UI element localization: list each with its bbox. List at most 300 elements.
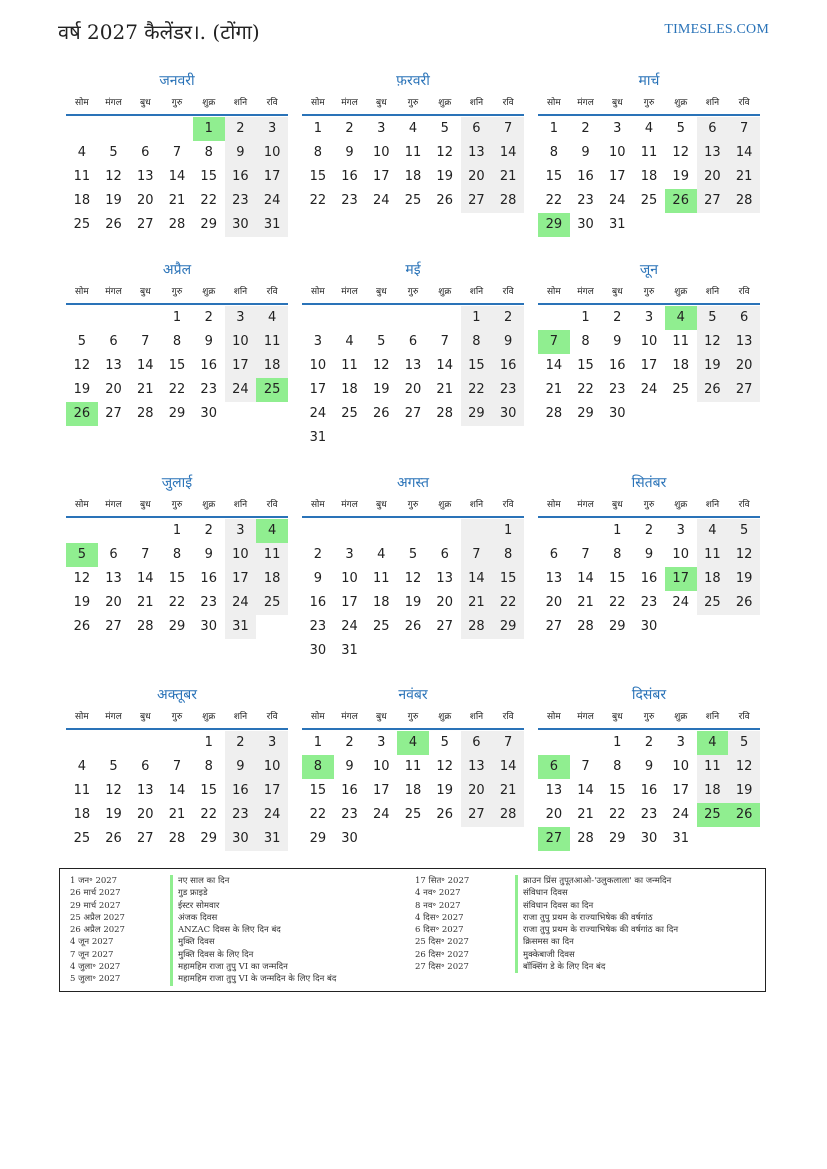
day-cell[interactable]: 5 (77, 334, 86, 349)
day-cell[interactable]: 12 (105, 783, 122, 798)
day-cell[interactable]: 11 (73, 783, 91, 798)
day-cell[interactable]: 2 (225, 117, 257, 141)
day-cell[interactable]: 24 (256, 189, 288, 213)
day-cell[interactable]: 7 (728, 117, 760, 141)
day-cell[interactable]: 2 (492, 306, 524, 330)
site-brand[interactable]: TIMESLES.COM (664, 22, 769, 37)
day-cell[interactable]: 21 (492, 165, 524, 189)
day-cell[interactable]: 28 (168, 217, 186, 232)
day-cell[interactable]: 10 (341, 571, 358, 586)
day-cell[interactable]: 2 (644, 523, 654, 538)
day-cell[interactable]: 9 (644, 759, 654, 774)
day-cell[interactable]: 28 (728, 189, 760, 213)
day-cell[interactable]: 6 (408, 334, 418, 349)
day-cell[interactable]: 9 (313, 571, 322, 586)
day-cell[interactable]: 19 (728, 779, 760, 803)
day-cell[interactable]: 20 (137, 807, 154, 822)
day-cell[interactable]: 19 (373, 382, 390, 397)
day-cell[interactable]: 8 (204, 145, 213, 160)
day-cell[interactable]: 30 (341, 831, 358, 846)
day-cell[interactable]: 2 (225, 731, 257, 755)
day-cell[interactable]: 28 (492, 803, 524, 827)
day-cell[interactable]: 12 (105, 169, 122, 184)
holiday-day-cell[interactable]: 1 (193, 117, 225, 141)
day-cell[interactable]: 23 (200, 382, 217, 397)
day-cell[interactable]: 5 (440, 735, 449, 750)
day-cell[interactable]: 29 (492, 615, 524, 639)
day-cell[interactable]: 23 (640, 807, 658, 822)
day-cell[interactable]: 28 (492, 189, 524, 213)
day-cell[interactable]: 1 (313, 121, 322, 136)
day-cell[interactable]: 11 (73, 169, 91, 184)
day-cell[interactable]: 6 (109, 334, 118, 349)
day-cell[interactable]: 11 (697, 755, 729, 779)
day-cell[interactable]: 2 (581, 121, 590, 136)
day-cell[interactable]: 16 (577, 169, 594, 184)
day-cell[interactable]: 31 (609, 217, 626, 232)
day-cell[interactable]: 19 (73, 382, 91, 397)
day-cell[interactable]: 22 (577, 382, 594, 397)
day-cell[interactable]: 2 (345, 121, 354, 136)
holiday-day-cell[interactable]: 17 (665, 567, 697, 591)
day-cell[interactable]: 4 (256, 306, 288, 330)
day-cell[interactable]: 12 (728, 543, 760, 567)
day-cell[interactable]: 18 (672, 358, 689, 373)
day-cell[interactable]: 6 (440, 547, 449, 562)
day-cell[interactable]: 26 (105, 831, 122, 846)
day-cell[interactable]: 24 (672, 807, 689, 822)
day-cell[interactable]: 1 (313, 735, 322, 750)
day-cell[interactable]: 12 (373, 358, 390, 373)
day-cell[interactable]: 8 (492, 543, 524, 567)
day-cell[interactable]: 2 (613, 310, 622, 325)
day-cell[interactable]: 6 (461, 731, 493, 755)
day-cell[interactable]: 15 (492, 567, 524, 591)
day-cell[interactable]: 11 (697, 543, 729, 567)
day-cell[interactable]: 14 (492, 141, 524, 165)
day-cell[interactable]: 23 (609, 382, 626, 397)
day-cell[interactable]: 5 (728, 731, 760, 755)
day-cell[interactable]: 19 (728, 567, 760, 591)
day-cell[interactable]: 21 (545, 382, 563, 397)
day-cell[interactable]: 24 (309, 406, 327, 421)
day-cell[interactable]: 25 (73, 831, 91, 846)
day-cell[interactable]: 17 (373, 783, 390, 798)
day-cell[interactable]: 26 (373, 406, 390, 421)
day-cell[interactable]: 8 (613, 759, 622, 774)
day-cell[interactable]: 18 (256, 354, 288, 378)
day-cell[interactable]: 27 (728, 378, 760, 402)
day-cell[interactable]: 17 (672, 783, 689, 798)
day-cell[interactable]: 5 (676, 121, 685, 136)
day-cell[interactable]: 19 (672, 169, 689, 184)
day-cell[interactable]: 15 (200, 783, 217, 798)
day-cell[interactable]: 20 (728, 354, 760, 378)
day-cell[interactable]: 12 (672, 145, 689, 160)
day-cell[interactable]: 20 (545, 595, 563, 610)
day-cell[interactable]: 24 (225, 378, 257, 402)
day-cell[interactable]: 29 (200, 831, 217, 846)
day-cell[interactable]: 19 (436, 169, 453, 184)
day-cell[interactable]: 16 (609, 358, 626, 373)
day-cell[interactable]: 16 (640, 571, 658, 586)
day-cell[interactable]: 25 (404, 807, 422, 822)
day-cell[interactable]: 21 (492, 779, 524, 803)
day-cell[interactable]: 22 (200, 193, 217, 208)
day-cell[interactable]: 23 (200, 595, 217, 610)
holiday-day-cell[interactable]: 25 (256, 378, 288, 402)
day-cell[interactable]: 8 (204, 759, 213, 774)
day-cell[interactable]: 6 (697, 117, 729, 141)
day-cell[interactable]: 12 (436, 145, 453, 160)
day-cell[interactable]: 19 (404, 595, 422, 610)
day-cell[interactable]: 29 (609, 831, 626, 846)
day-cell[interactable]: 26 (436, 193, 453, 208)
day-cell[interactable]: 16 (640, 783, 658, 798)
day-cell[interactable]: 11 (404, 145, 422, 160)
day-cell[interactable]: 25 (341, 406, 358, 421)
day-cell[interactable]: 26 (404, 619, 422, 634)
day-cell[interactable]: 17 (609, 169, 626, 184)
day-cell[interactable]: 13 (404, 358, 422, 373)
day-cell[interactable]: 9 (204, 334, 213, 349)
day-cell[interactable]: 9 (204, 547, 213, 562)
day-cell[interactable]: 30 (225, 213, 257, 237)
day-cell[interactable]: 6 (549, 547, 558, 562)
day-cell[interactable]: 21 (436, 382, 453, 397)
day-cell[interactable]: 8 (581, 334, 590, 349)
day-cell[interactable]: 28 (168, 831, 186, 846)
day-cell[interactable]: 10 (672, 547, 689, 562)
day-cell[interactable]: 25 (73, 217, 91, 232)
holiday-day-cell[interactable]: 26 (66, 402, 98, 426)
day-cell[interactable]: 16 (492, 354, 524, 378)
day-cell[interactable]: 20 (404, 382, 422, 397)
day-cell[interactable]: 29 (200, 217, 217, 232)
day-cell[interactable]: 18 (640, 169, 658, 184)
day-cell[interactable]: 25 (256, 591, 288, 615)
day-cell[interactable]: 28 (137, 406, 154, 421)
day-cell[interactable]: 22 (545, 193, 563, 208)
day-cell[interactable]: 20 (105, 382, 122, 397)
day-cell[interactable]: 31 (309, 430, 327, 445)
day-cell[interactable]: 14 (168, 783, 186, 798)
day-cell[interactable]: 9 (225, 755, 257, 779)
day-cell[interactable]: 15 (309, 169, 327, 184)
day-cell[interactable]: 21 (168, 807, 186, 822)
day-cell[interactable]: 11 (672, 334, 689, 349)
day-cell[interactable]: 13 (137, 169, 154, 184)
day-cell[interactable]: 7 (581, 759, 590, 774)
day-cell[interactable]: 8 (461, 330, 493, 354)
day-cell[interactable]: 27 (697, 189, 729, 213)
day-cell[interactable]: 6 (461, 117, 493, 141)
day-cell[interactable]: 12 (73, 358, 91, 373)
day-cell[interactable]: 30 (200, 619, 217, 634)
day-cell[interactable]: 14 (577, 571, 594, 586)
day-cell[interactable]: 25 (672, 382, 689, 397)
day-cell[interactable]: 5 (697, 306, 729, 330)
day-cell[interactable]: 1 (613, 735, 622, 750)
day-cell[interactable]: 18 (256, 567, 288, 591)
day-cell[interactable]: 15 (200, 169, 217, 184)
day-cell[interactable]: 18 (404, 783, 422, 798)
holiday-day-cell[interactable]: 29 (538, 213, 570, 237)
day-cell[interactable]: 19 (73, 595, 91, 610)
day-cell[interactable]: 20 (461, 165, 493, 189)
day-cell[interactable]: 17 (373, 169, 390, 184)
holiday-day-cell[interactable]: 6 (538, 755, 570, 779)
day-cell[interactable]: 21 (168, 193, 186, 208)
day-cell[interactable]: 19 (697, 354, 729, 378)
day-cell[interactable]: 13 (137, 783, 154, 798)
day-cell[interactable]: 5 (728, 519, 760, 543)
day-cell[interactable]: 16 (309, 595, 327, 610)
day-cell[interactable]: 16 (200, 358, 217, 373)
day-cell[interactable]: 7 (172, 759, 182, 774)
day-cell[interactable]: 31 (256, 827, 288, 851)
day-cell[interactable]: 13 (545, 571, 563, 586)
day-cell[interactable]: 18 (341, 382, 358, 397)
day-cell[interactable]: 23 (492, 378, 524, 402)
day-cell[interactable]: 24 (373, 193, 390, 208)
day-cell[interactable]: 13 (728, 330, 760, 354)
holiday-day-cell[interactable]: 26 (728, 803, 760, 827)
day-cell[interactable]: 23 (225, 803, 257, 827)
day-cell[interactable]: 15 (309, 783, 327, 798)
day-cell[interactable]: 22 (309, 807, 327, 822)
day-cell[interactable]: 26 (697, 378, 729, 402)
day-cell[interactable]: 14 (168, 169, 186, 184)
day-cell[interactable]: 27 (105, 619, 122, 634)
holiday-day-cell[interactable]: 25 (697, 803, 729, 827)
holiday-day-cell[interactable]: 4 (397, 731, 429, 755)
day-cell[interactable]: 4 (377, 547, 386, 562)
day-cell[interactable]: 20 (436, 595, 453, 610)
day-cell[interactable]: 10 (225, 543, 257, 567)
day-cell[interactable]: 3 (377, 121, 386, 136)
day-cell[interactable]: 9 (492, 330, 524, 354)
day-cell[interactable]: 5 (109, 759, 118, 774)
day-cell[interactable]: 6 (141, 759, 150, 774)
day-cell[interactable]: 16 (225, 779, 257, 803)
day-cell[interactable]: 27 (105, 406, 122, 421)
day-cell[interactable]: 11 (256, 330, 288, 354)
day-cell[interactable]: 30 (640, 619, 658, 634)
day-cell[interactable]: 11 (404, 759, 422, 774)
day-cell[interactable]: 26 (436, 807, 453, 822)
day-cell[interactable]: 29 (577, 406, 594, 421)
day-cell[interactable]: 31 (672, 831, 689, 846)
day-cell[interactable]: 30 (492, 402, 524, 426)
day-cell[interactable]: 12 (73, 571, 91, 586)
day-cell[interactable]: 24 (341, 619, 358, 634)
day-cell[interactable]: 25 (640, 193, 658, 208)
day-cell[interactable]: 7 (581, 547, 590, 562)
day-cell[interactable]: 12 (728, 755, 760, 779)
day-cell[interactable]: 1 (492, 519, 524, 543)
day-cell[interactable]: 15 (461, 354, 493, 378)
day-cell[interactable]: 31 (225, 615, 257, 639)
day-cell[interactable]: 11 (373, 571, 390, 586)
day-cell[interactable]: 3 (345, 547, 354, 562)
day-cell[interactable]: 9 (644, 547, 654, 562)
day-cell[interactable]: 22 (492, 591, 524, 615)
day-cell[interactable]: 12 (697, 330, 729, 354)
day-cell[interactable]: 9 (613, 334, 622, 349)
day-cell[interactable]: 20 (545, 807, 563, 822)
day-cell[interactable]: 16 (341, 169, 358, 184)
day-cell[interactable]: 19 (105, 807, 122, 822)
holiday-day-cell[interactable]: 7 (538, 330, 570, 354)
day-cell[interactable]: 28 (461, 615, 493, 639)
day-cell[interactable]: 3 (377, 735, 386, 750)
day-cell[interactable]: 17 (256, 165, 288, 189)
day-cell[interactable]: 24 (609, 193, 626, 208)
day-cell[interactable]: 22 (609, 807, 626, 822)
day-cell[interactable]: 7 (461, 543, 493, 567)
holiday-day-cell[interactable]: 26 (665, 189, 697, 213)
day-cell[interactable]: 4 (408, 121, 418, 136)
day-cell[interactable]: 2 (644, 735, 654, 750)
holiday-day-cell[interactable]: 27 (538, 827, 570, 851)
day-cell[interactable]: 5 (377, 334, 386, 349)
day-cell[interactable]: 16 (225, 165, 257, 189)
day-cell[interactable]: 11 (341, 358, 358, 373)
holiday-day-cell[interactable]: 4 (665, 306, 697, 330)
day-cell[interactable]: 17 (341, 595, 358, 610)
day-cell[interactable]: 22 (461, 378, 493, 402)
day-cell[interactable]: 11 (640, 145, 658, 160)
day-cell[interactable]: 10 (256, 141, 288, 165)
day-cell[interactable]: 21 (577, 595, 594, 610)
day-cell[interactable]: 20 (137, 193, 154, 208)
day-cell[interactable]: 10 (609, 145, 626, 160)
day-cell[interactable]: 27 (137, 831, 154, 846)
day-cell[interactable]: 29 (609, 619, 626, 634)
day-cell[interactable]: 7 (492, 117, 524, 141)
day-cell[interactable]: 7 (141, 547, 150, 562)
day-cell[interactable]: 1 (172, 523, 182, 538)
day-cell[interactable]: 16 (200, 571, 217, 586)
day-cell[interactable]: 13 (545, 783, 563, 798)
day-cell[interactable]: 3 (225, 519, 257, 543)
day-cell[interactable]: 10 (373, 145, 390, 160)
holiday-day-cell[interactable]: 8 (302, 755, 334, 779)
day-cell[interactable]: 20 (461, 779, 493, 803)
day-cell[interactable]: 3 (644, 310, 654, 325)
day-cell[interactable]: 8 (613, 547, 622, 562)
day-cell[interactable]: 10 (309, 358, 327, 373)
day-cell[interactable]: 27 (545, 619, 563, 634)
day-cell[interactable]: 23 (341, 807, 358, 822)
day-cell[interactable]: 21 (728, 165, 760, 189)
day-cell[interactable]: 21 (137, 595, 154, 610)
day-cell[interactable]: 13 (105, 571, 122, 586)
day-cell[interactable]: 31 (341, 643, 358, 658)
day-cell[interactable]: 6 (109, 547, 118, 562)
day-cell[interactable]: 1 (549, 121, 558, 136)
day-cell[interactable]: 9 (345, 145, 354, 160)
day-cell[interactable]: 17 (225, 567, 257, 591)
day-cell[interactable]: 17 (309, 382, 327, 397)
day-cell[interactable]: 3 (676, 735, 685, 750)
day-cell[interactable]: 29 (168, 619, 186, 634)
day-cell[interactable]: 29 (309, 831, 327, 846)
day-cell[interactable]: 15 (609, 571, 626, 586)
day-cell[interactable]: 14 (728, 141, 760, 165)
day-cell[interactable]: 1 (581, 310, 590, 325)
day-cell[interactable]: 25 (697, 591, 729, 615)
day-cell[interactable]: 3 (313, 334, 322, 349)
day-cell[interactable]: 8 (313, 145, 322, 160)
day-cell[interactable]: 22 (609, 595, 626, 610)
day-cell[interactable]: 28 (577, 619, 594, 634)
day-cell[interactable]: 3 (256, 731, 288, 755)
day-cell[interactable]: 25 (373, 619, 390, 634)
day-cell[interactable]: 21 (137, 382, 154, 397)
day-cell[interactable]: 4 (697, 519, 729, 543)
day-cell[interactable]: 13 (436, 571, 453, 586)
day-cell[interactable]: 27 (137, 217, 154, 232)
day-cell[interactable]: 30 (609, 406, 626, 421)
day-cell[interactable]: 18 (73, 807, 91, 822)
day-cell[interactable]: 13 (697, 141, 729, 165)
day-cell[interactable]: 1 (613, 523, 622, 538)
day-cell[interactable]: 12 (436, 759, 453, 774)
day-cell[interactable]: 30 (640, 831, 658, 846)
day-cell[interactable]: 29 (168, 406, 186, 421)
day-cell[interactable]: 31 (256, 213, 288, 237)
day-cell[interactable]: 9 (345, 759, 354, 774)
day-cell[interactable]: 15 (168, 358, 186, 373)
day-cell[interactable]: 1 (172, 310, 182, 325)
day-cell[interactable]: 7 (141, 334, 150, 349)
day-cell[interactable]: 18 (404, 169, 422, 184)
day-cell[interactable]: 17 (256, 779, 288, 803)
day-cell[interactable]: 2 (345, 735, 354, 750)
day-cell[interactable]: 30 (225, 827, 257, 851)
day-cell[interactable]: 20 (105, 595, 122, 610)
day-cell[interactable]: 26 (728, 591, 760, 615)
day-cell[interactable]: 20 (697, 165, 729, 189)
day-cell[interactable]: 22 (168, 382, 186, 397)
day-cell[interactable]: 3 (613, 121, 622, 136)
day-cell[interactable]: 5 (440, 121, 449, 136)
day-cell[interactable]: 14 (492, 755, 524, 779)
day-cell[interactable]: 23 (640, 595, 658, 610)
day-cell[interactable]: 21 (461, 591, 493, 615)
day-cell[interactable]: 22 (168, 595, 186, 610)
day-cell[interactable]: 8 (549, 145, 558, 160)
day-cell[interactable]: 24 (225, 591, 257, 615)
day-cell[interactable]: 14 (545, 358, 563, 373)
holiday-day-cell[interactable]: 4 (697, 731, 729, 755)
day-cell[interactable]: 17 (640, 358, 658, 373)
day-cell[interactable]: 22 (200, 807, 217, 822)
day-cell[interactable]: 27 (404, 406, 422, 421)
day-cell[interactable]: 18 (697, 779, 729, 803)
day-cell[interactable]: 8 (172, 547, 182, 562)
day-cell[interactable]: 7 (440, 334, 449, 349)
day-cell[interactable]: 14 (137, 358, 154, 373)
day-cell[interactable]: 9 (225, 141, 257, 165)
day-cell[interactable]: 15 (168, 571, 186, 586)
day-cell[interactable]: 21 (577, 807, 594, 822)
day-cell[interactable]: 10 (256, 755, 288, 779)
day-cell[interactable]: 16 (341, 783, 358, 798)
day-cell[interactable]: 13 (105, 358, 122, 373)
